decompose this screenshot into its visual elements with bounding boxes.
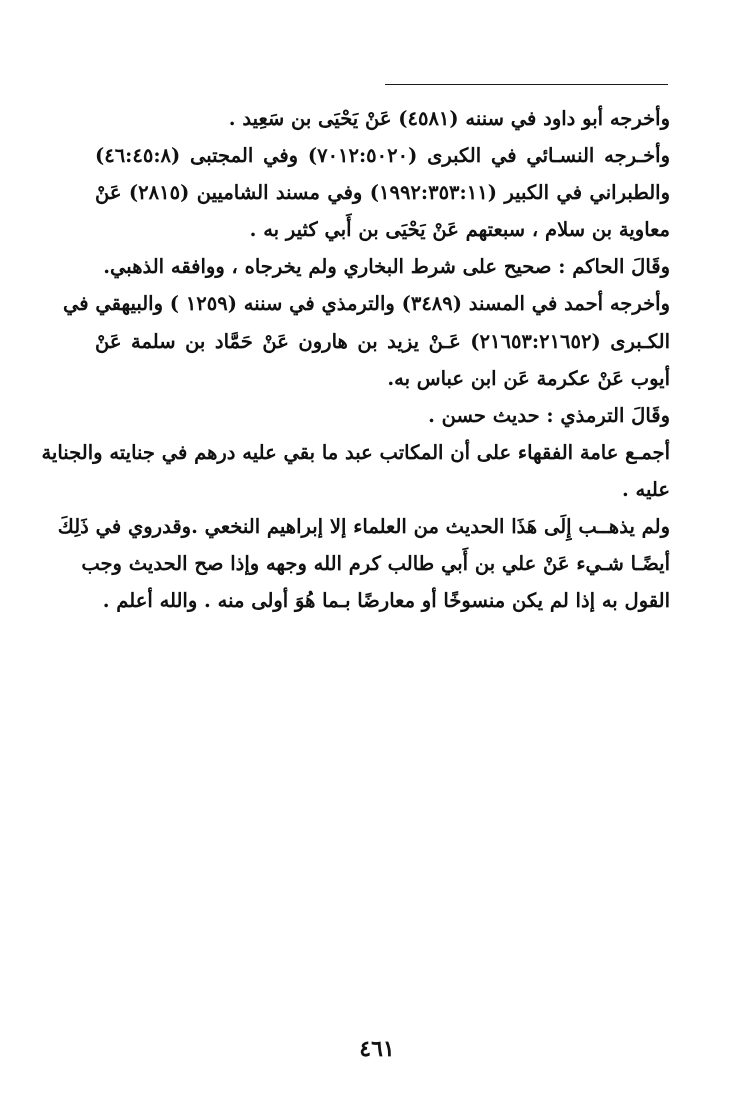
text-line: أيضًـا شـيء عَنْ علي بن أَبي طالب كرم الله وجهه وإذا صح الحديث وجب [81,552,670,576]
text-line: عليه . [621,477,670,501]
page-number: ٤٦١ [359,1036,395,1062]
text-line: القول به إذا لم يكن منسوخًا أو معارضًا بـما هُوَ أولى منه . والله أعلم . [102,589,670,613]
text-line: وأخرجه أبو داود في سننه (٤٥٨١) عَنْ يَحْيَى بن سَعِيد . [228,107,670,130]
text-line: معاوية بن سلام ، سبعتهم عَنْ يَحْيَى بن أَبي كثير به . [249,218,670,242]
text-line: أجمـع عامة الفقهاء على أن المكاتب عبد ما بقي عليه درهم في جنايته والجناية [41,440,670,464]
footnote-text-block [41,100,670,619]
text-line: وقَالَ الحاكم : صحيح على شرط البخاري ولم يخرجاه ، ووافقه الذهبي. [103,255,670,279]
text-line: أيوب عَنْ عكرمة عَن ابن عباس به. [387,366,670,390]
text-line: ولم يذهــب إِلَى هَذَا الحديث من العلماء إلا إبراهيم النخعي .وقدروي في ذَلِكَ [57,515,670,539]
text-line: والطبراني في الكبير (١٩٩٢:٣٥٣:١١) وفي مسند الشاميين (٢٨١٥) عَنْ [95,181,670,205]
text-line: وأخـرجه النسـائي في الكبرى (٧٠١٢:٥٠٢٠) وفي المجتبى (٤٦:٤٥:٨) [95,144,670,168]
text-line: وأخرجه أحمد في المسند (٣٤٨٩) والترمذي في سننه (١٢٥٩ ) والبيهقي في [63,292,670,316]
footnote-separator-rule [385,84,668,85]
text-line: وقَالَ الترمذي : حديث حسن . [428,403,670,427]
text-line: الكـبرى (٢١٦٥٣:٢١٦٥٢) عَـنْ يزيد بن هارون عَنْ حَمَّاد بن سلمة عَنْ [95,329,670,353]
